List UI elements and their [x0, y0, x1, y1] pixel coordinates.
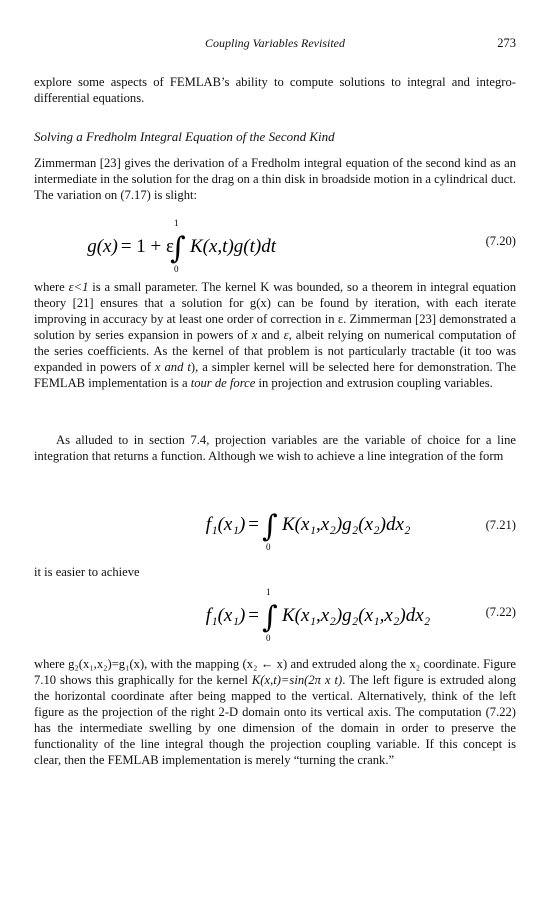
eq720-rhs-prefix: = 1 + ε — [120, 236, 174, 257]
paragraph-extrusion-explanation: where g₂(x₁,x₂)=g₁(x), with the mapping (x₂ ← x) and extruded along the x₂ coordinate. Figure 7.10 shows this graphically for the kernel K(x,t)=sin(2π x t). The left figure is extruded along the horizontal coordinate after being mapped to the vertical. Alternatively, think of the left figure as the projection of the right 2-D domain onto its vertical axis. The computation (7.22) has the intermediate swelling by one dimension of the domain in order to preserve the functionality of the line integral though the projection coupling variable. If this concept is clear, then the FEMLAB implementation is merely “turning the crank.” — [34, 657, 516, 767]
section-heading: Solving a Fredholm Integral Equation of the Second Kind — [34, 129, 335, 144]
running-title: Coupling Variables Revisited — [205, 36, 345, 50]
eq722-integrand: K(x₁,x₂)g₂(x₁,x₂)dx₂ — [282, 605, 431, 626]
eq720-integrand: K(x,t)g(t)dt — [190, 236, 277, 257]
equation-number-7-22: (7.22) — [485, 605, 516, 619]
paragraph-easier-to-achieve: it is easier to achieve — [34, 565, 140, 579]
eq720-upper-limit: 1 — [174, 218, 179, 228]
eq720-left-side — [87, 236, 174, 257]
eq722-rhs-prefix: = — [248, 605, 259, 626]
eq721-rhs-prefix: = — [248, 514, 259, 535]
eq722-lower-limit: 0 — [266, 633, 271, 643]
page-number: 273 — [497, 36, 516, 50]
eq721-left-side — [206, 514, 259, 535]
eq721-integrand: K(x₁,x₂)g₂(x₂)dx₂ — [282, 514, 411, 535]
intro-paragraph: explore some aspects of FEMLAB’s ability to compute solutions to integral and integro-differential equations. — [34, 75, 516, 105]
eq720-lower-limit: 0 — [174, 264, 179, 274]
eq721-lower-limit: 0 — [266, 542, 271, 552]
eq722-lhs: f₁(x₁) — [205, 605, 246, 626]
integral-sign: ∫ — [170, 231, 186, 266]
eq720-lhs: g(x) — [87, 236, 118, 257]
paragraph-projection-variables: As alluded to in section 7.4, projection variables are the variable of choice for a line integration that returns a function. Although we wish to achieve a line integration of the form — [34, 433, 516, 463]
integral-sign: ∫ — [262, 509, 278, 544]
equation-7-20 — [34, 216, 516, 274]
equation-7-22 — [34, 585, 516, 643]
eq721-lhs: f₁(x₁) — [205, 514, 246, 535]
equation-number-7-21: (7.21) — [485, 518, 516, 532]
integral-sign: ∫ — [262, 600, 278, 635]
equation-number-7-20: (7.20) — [485, 234, 516, 248]
eq722-left-side — [206, 605, 259, 626]
paragraph-kernel-discussion: where ε<1 is a small parameter. The kernel K was bounded, so a theorem in integral equation theory [21] ensures that a solution for g(x) can be found by iteration, with each iterate improving in accuracy by at least one order of correction in ε. Zimmerman [23] demonstrated a solution by series expansion in powers of x and ε, albeit relying on numerical computation of the series coefficients. As the kernel of that problem is not particularly tractable (it too was expanded in powers of x and t), a simpler kernel will be selected here for demonstration. The FEMLAB implementation is a tour de force in projection and extrusion coupling variables. — [34, 280, 516, 390]
eq722-upper-limit: 1 — [266, 587, 271, 597]
page-header — [34, 36, 516, 52]
paragraph-fredholm-intro: Zimmerman [23] gives the derivation of a Fredholm integral equation of the second kind as an intermediate in the solution for the drag on a thin disk in broadside motion in a cylindrical duct. The variation on (7.17) is slight: — [34, 156, 516, 202]
equation-7-21 — [34, 496, 516, 554]
